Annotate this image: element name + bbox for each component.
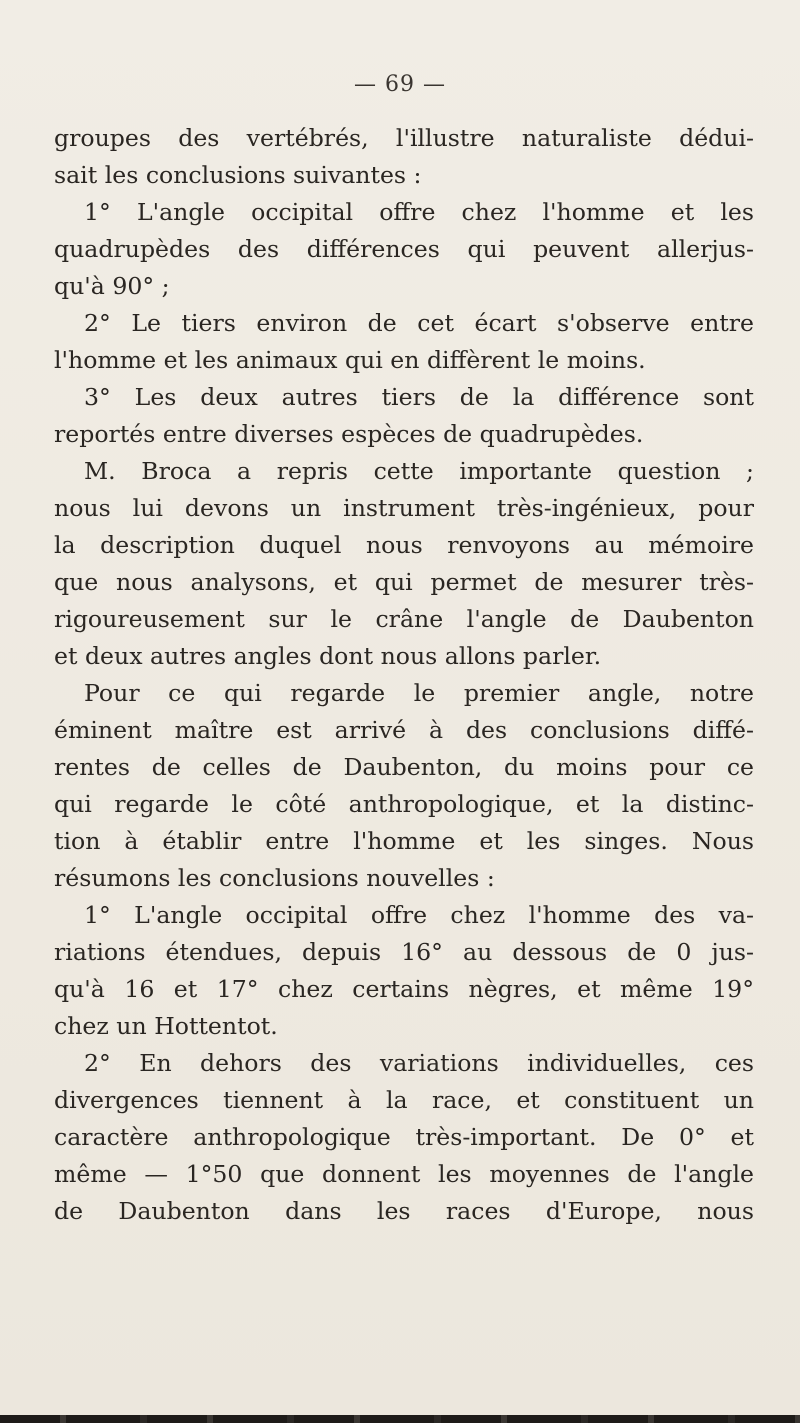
text-line: qu'à 90° ;: [54, 272, 170, 300]
text-line: et deux autres angles dont nous allons parler.: [54, 642, 602, 670]
text-line: la description duquel nous renvoyons au mémoire: [54, 531, 754, 559]
text-line: sait les conclusions suivantes :: [54, 161, 422, 189]
text-line: résumons les conclusions nouvelles :: [54, 864, 495, 892]
text-line: quadrupèdes des différences qui peuvent allerjus-: [54, 235, 754, 263]
text-line: divergences tiennent à la race, et constituent un: [54, 1086, 754, 1114]
text-line: 2° Le tiers environ de cet écart s'observe entre: [84, 309, 754, 337]
page-number: — 69 —: [354, 72, 446, 97]
text-line: éminent maître est arrivé à des conclusions diffé-: [54, 716, 754, 744]
text-line: tion à établir entre l'homme et les singes. Nous: [54, 827, 754, 855]
text-line: qu'à 16 et 17° chez certains nègres, et même 19°: [54, 975, 754, 1003]
text-line: reportés entre diverses espèces de quadrupèdes.: [54, 420, 644, 448]
text-line: chez un Hottentot.: [54, 1012, 278, 1040]
text-line: qui regarde le côté anthropologique, et la distinc-: [54, 790, 754, 818]
text-line: que nous analysons, et qui permet de mesurer très-: [54, 568, 754, 596]
body-text: [54, 120, 754, 1230]
text-line: rigoureusement sur le crâne l'angle de Daubenton: [54, 605, 754, 633]
text-line: même — 1°50 que donnent les moyennes de l'angle: [54, 1160, 754, 1188]
text-line: l'homme et les animaux qui en diffèrent le moins.: [54, 346, 646, 374]
text-line: M. Broca a repris cette importante question ;: [84, 457, 754, 485]
text-line: caractère anthropologique très-important. De 0° et: [54, 1123, 754, 1151]
text-line: Pour ce qui regarde le premier angle, notre: [84, 679, 754, 707]
text-line: 3° Les deux autres tiers de la différence sont: [84, 383, 754, 411]
text-line: de Daubenton dans les races d'Europe, nous: [54, 1197, 754, 1225]
text-line: 1° L'angle occipital offre chez l'homme et les: [84, 198, 754, 226]
text-line: rentes de celles de Daubenton, du moins pour ce: [54, 753, 754, 781]
text-line: nous lui devons un instrument très-ingénieux, pour: [54, 494, 754, 522]
text-line: 1° L'angle occipital offre chez l'homme des va-: [84, 901, 754, 929]
text-line: groupes des vertébrés, l'illustre naturaliste dédui-: [54, 124, 754, 152]
text-line: 2° En dehors des variations individuelles, ces: [84, 1049, 754, 1077]
bottom-edge-rule: [0, 1415, 800, 1423]
text-line: riations étendues, depuis 16° au dessous de 0 jus-: [54, 938, 754, 966]
